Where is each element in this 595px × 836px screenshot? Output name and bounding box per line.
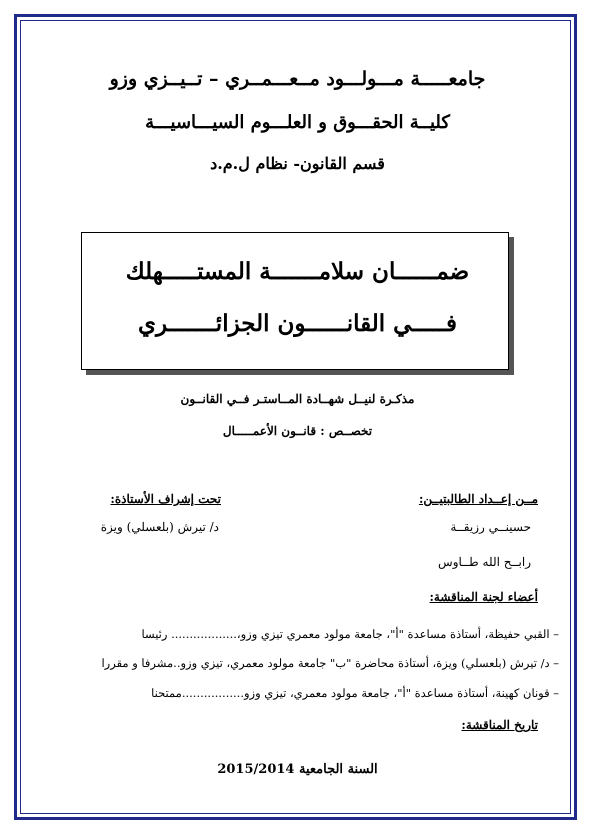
thesis-title-line-1: ضمــــــان سلامـــــــة المستـــــهلك bbox=[125, 258, 470, 285]
committee-label: أعضاء لجنة المناقشة: bbox=[429, 590, 538, 604]
specialty: تخصــص : قانــون الأعمـــــال bbox=[222, 424, 373, 438]
memo-description: مذكـرة لنيــل شهــادة المــاستـر فــي القانــون bbox=[180, 392, 415, 406]
university-name: جامعـــــة مـــولـــود مــعـــمــري – تــيــزي وزو bbox=[109, 68, 486, 90]
student-name-1: حسينــي رزيقــة bbox=[450, 520, 531, 534]
faculty-name: كليــة الحقـــوق و العلـــوم السيـــاسيـــة bbox=[145, 112, 450, 133]
student-name-2: رابــح الله طــاوس bbox=[438, 555, 531, 569]
prepared-by-label: مــن إعــداد الطالبتيــن: bbox=[418, 492, 538, 506]
committee-member: – قونان كهينة، أستاذة مساعدة "أ"، جامعة مولود معمري، تيزي وزو.................ممتحنا bbox=[151, 686, 559, 700]
supervision-label: تحت إشراف الأستاذة: bbox=[110, 492, 221, 506]
committee-member: – القبي حفيظة، أستاذة مساعدة "أ"، جامعة مولود معمري تيزي وزو،.................. رئيسا bbox=[141, 627, 559, 641]
defense-date-label: تاريخ المناقشة: bbox=[461, 718, 538, 732]
committee-member: – د/ تيرش (بلعسلي) ويزة، أستاذة محاضرة "ب" جامعة مولود معمري، تيزي وزو..مشرفا و مقررا bbox=[101, 656, 559, 670]
department-name: قسم القانون- نظام ل.م.د bbox=[210, 154, 385, 173]
supervisor-name: د/ تيرش (بلعسلي) ويزة bbox=[100, 520, 219, 534]
thesis-title-line-2: فـــــي القانــــــون الجزائـــــــري bbox=[137, 310, 458, 337]
title-box bbox=[81, 232, 509, 370]
academic-year: السنة الجامعية 2015/2014 bbox=[217, 762, 378, 777]
